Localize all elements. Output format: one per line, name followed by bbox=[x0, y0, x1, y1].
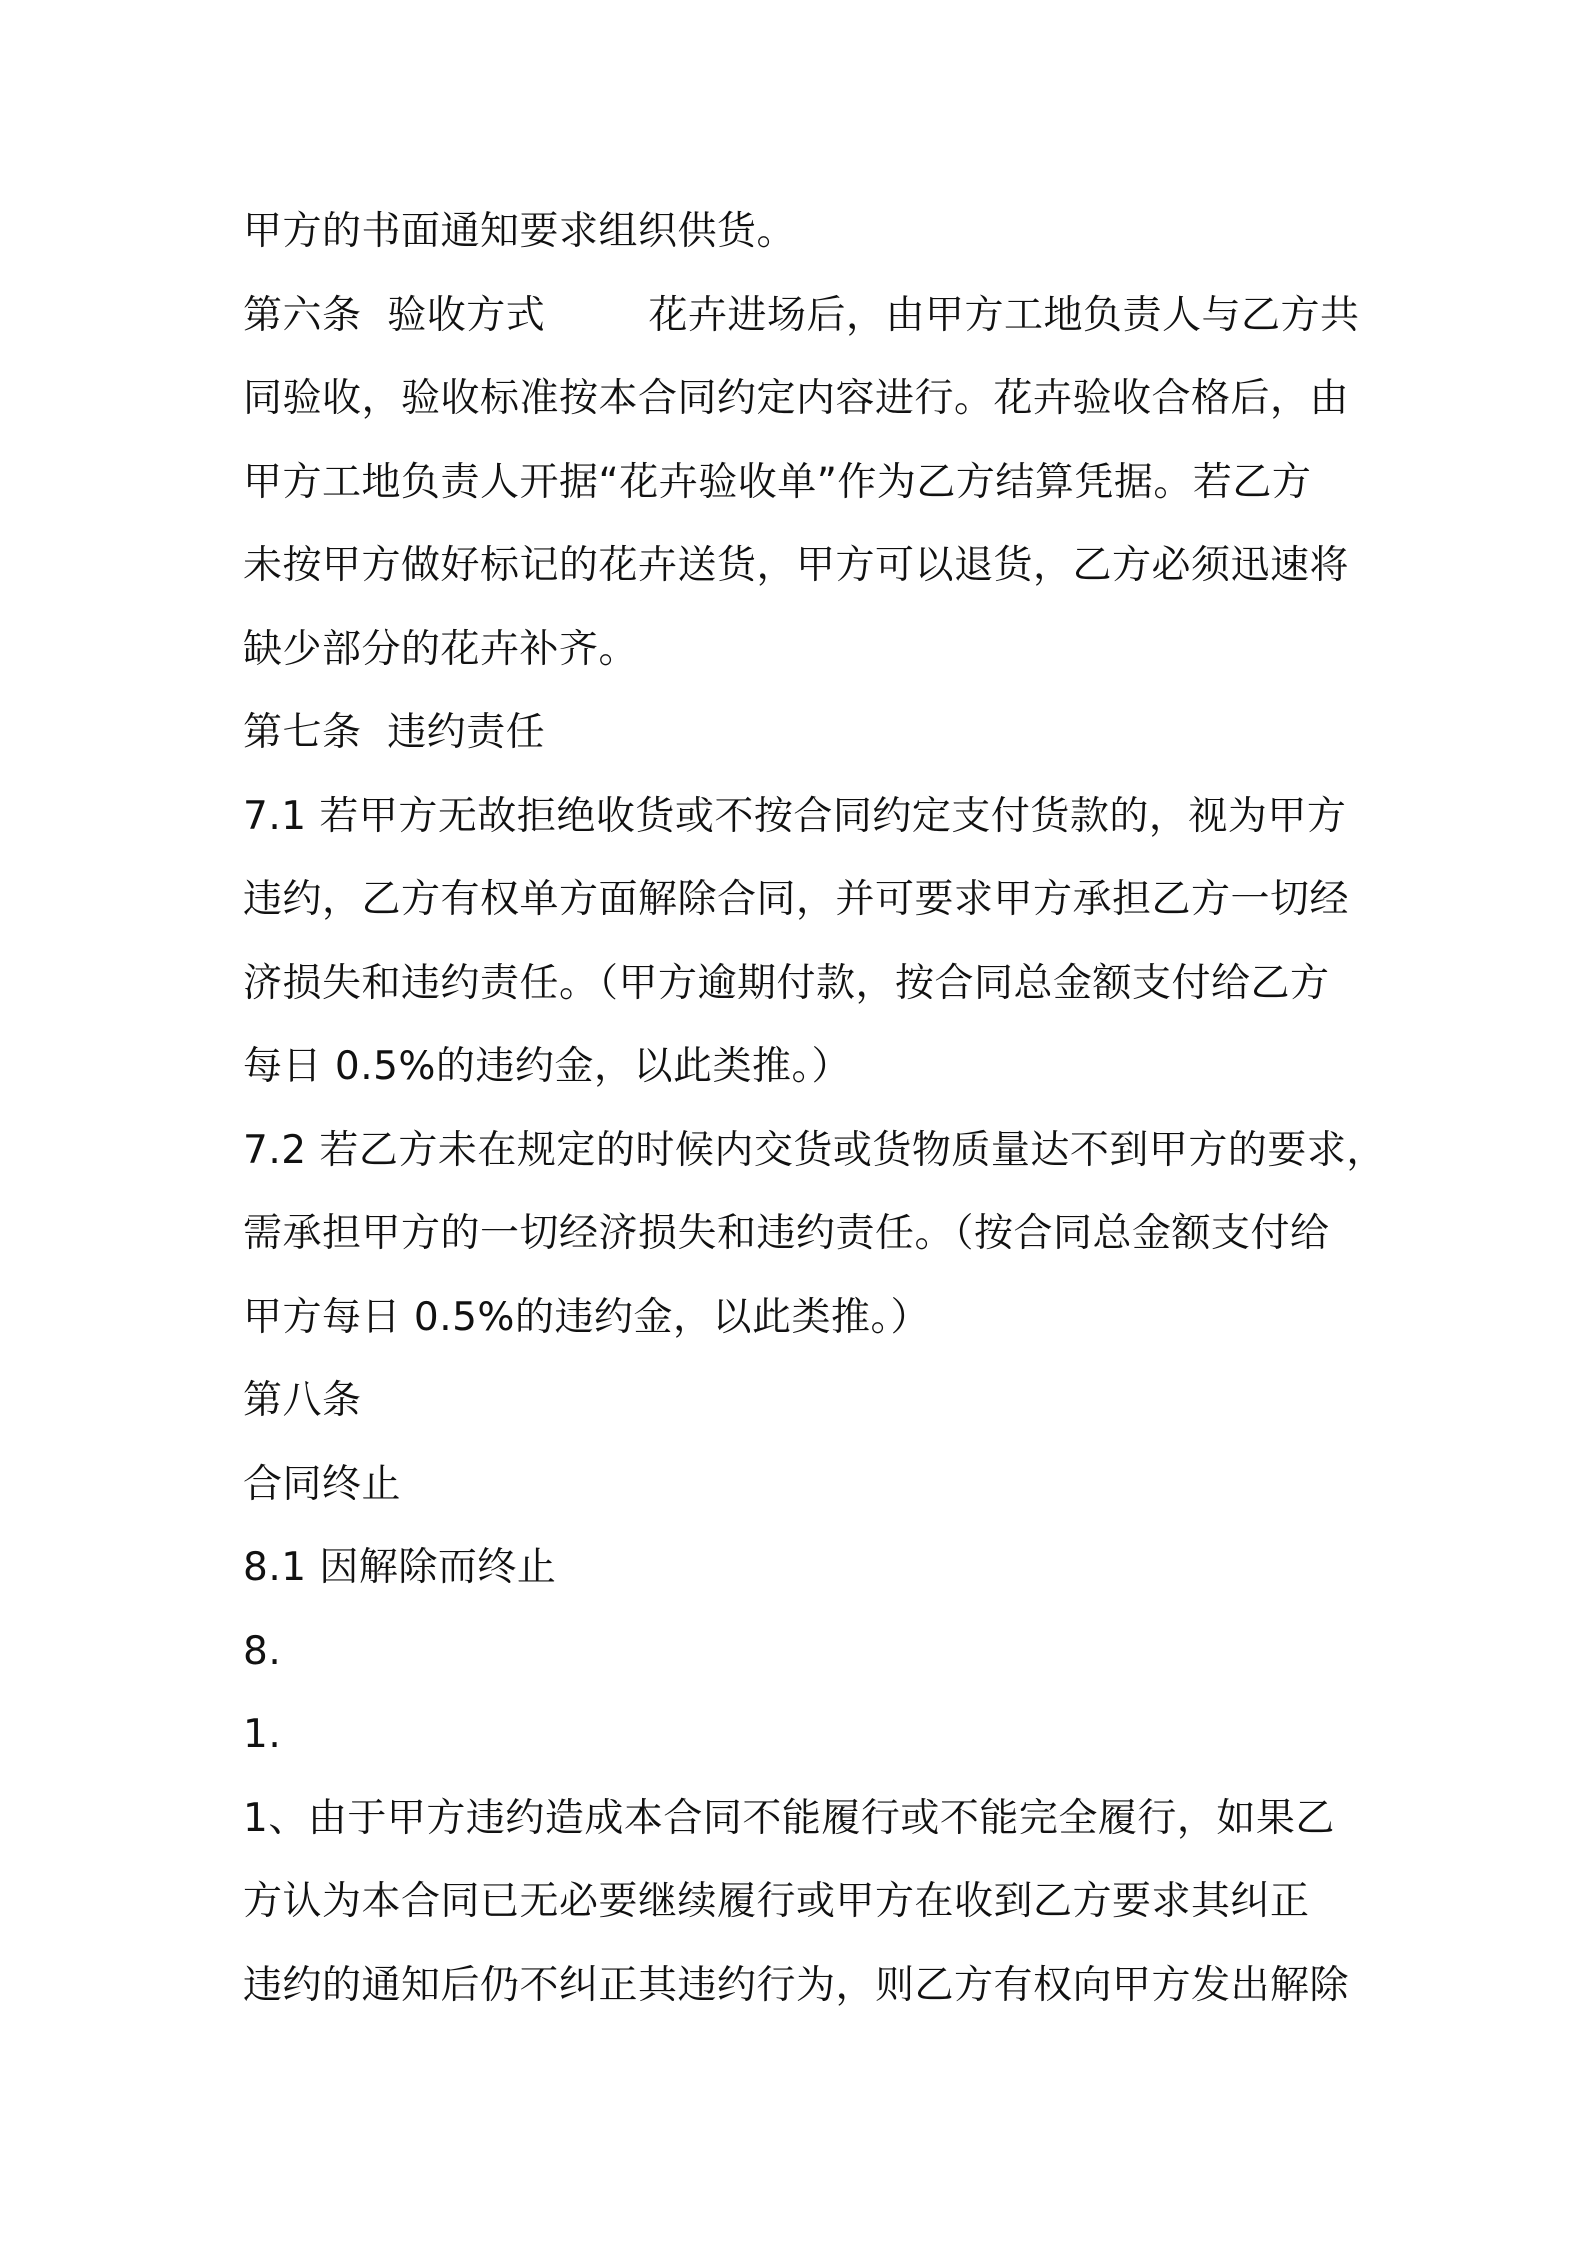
clause-7-1-line: 7.1 若甲方无故拒绝收货或不按合同约定支付货款的，视为甲方 bbox=[243, 793, 1347, 839]
text-line: 需承担甲方的一切经济损失和违约责任。（按合同总金额支付给 bbox=[243, 1211, 1330, 1256]
text-line: 方认为本合同已无必要继续履行或甲方在收到乙方要求其纠正 bbox=[243, 1879, 1310, 1924]
text-line: 同验收，验收标准按本合同约定内容进行。花卉验收合格后，由 bbox=[243, 376, 1350, 421]
text-line: 缺少部分的花卉补齐。 bbox=[243, 626, 639, 672]
text-line: 每日 0.5%的违约金，以此类推。） bbox=[243, 1044, 851, 1089]
contract-text bbox=[243, 190, 1393, 2027]
article-7-heading: 第七条 违约责任 bbox=[243, 710, 546, 755]
text-line: 1. bbox=[243, 1712, 282, 1757]
clause-8-1-1-line: 1、由于甲方违约造成本合同不能履行或不能完全履行，如果乙 bbox=[243, 1795, 1335, 1841]
text-line: 违约，乙方有权单方面解除合同，并可要求甲方承担乙方一切经 bbox=[243, 877, 1350, 922]
text-line: 甲方每日 0.5%的违约金，以此类推。） bbox=[243, 1294, 930, 1340]
clause-8-1-heading: 8.1 因解除而终止 bbox=[243, 1545, 557, 1590]
clause-7-2-line: 7.2 若乙方未在规定的时候内交货或货物质量达不到甲方的要求， bbox=[243, 1127, 1386, 1173]
text-line: 未按甲方做好标记的花卉送货，甲方可以退货，乙方必须迅速将 bbox=[243, 543, 1350, 588]
text-line: 甲方工地负责人开据“花卉验收单”作为乙方结算凭据。若乙方 bbox=[243, 459, 1312, 505]
text-line: 甲方的书面通知要求组织供货。 bbox=[243, 209, 797, 254]
text-line: 违约的通知后仍不纠正其违约行为，则乙方有权向甲方发出解除 bbox=[243, 1962, 1350, 2008]
text-line: 济损失和违约责任。（甲方逾期付款，按合同总金额支付给乙方 bbox=[243, 960, 1330, 1006]
text-line: 8. bbox=[243, 1628, 282, 1674]
article-8-heading: 第八条 bbox=[243, 1378, 362, 1423]
article-6-heading-line: 第六条 验收方式 花卉进场后，由甲方工地负责人与乙方共 bbox=[243, 292, 1360, 338]
article-8-title: 合同终止 bbox=[243, 1461, 402, 1507]
